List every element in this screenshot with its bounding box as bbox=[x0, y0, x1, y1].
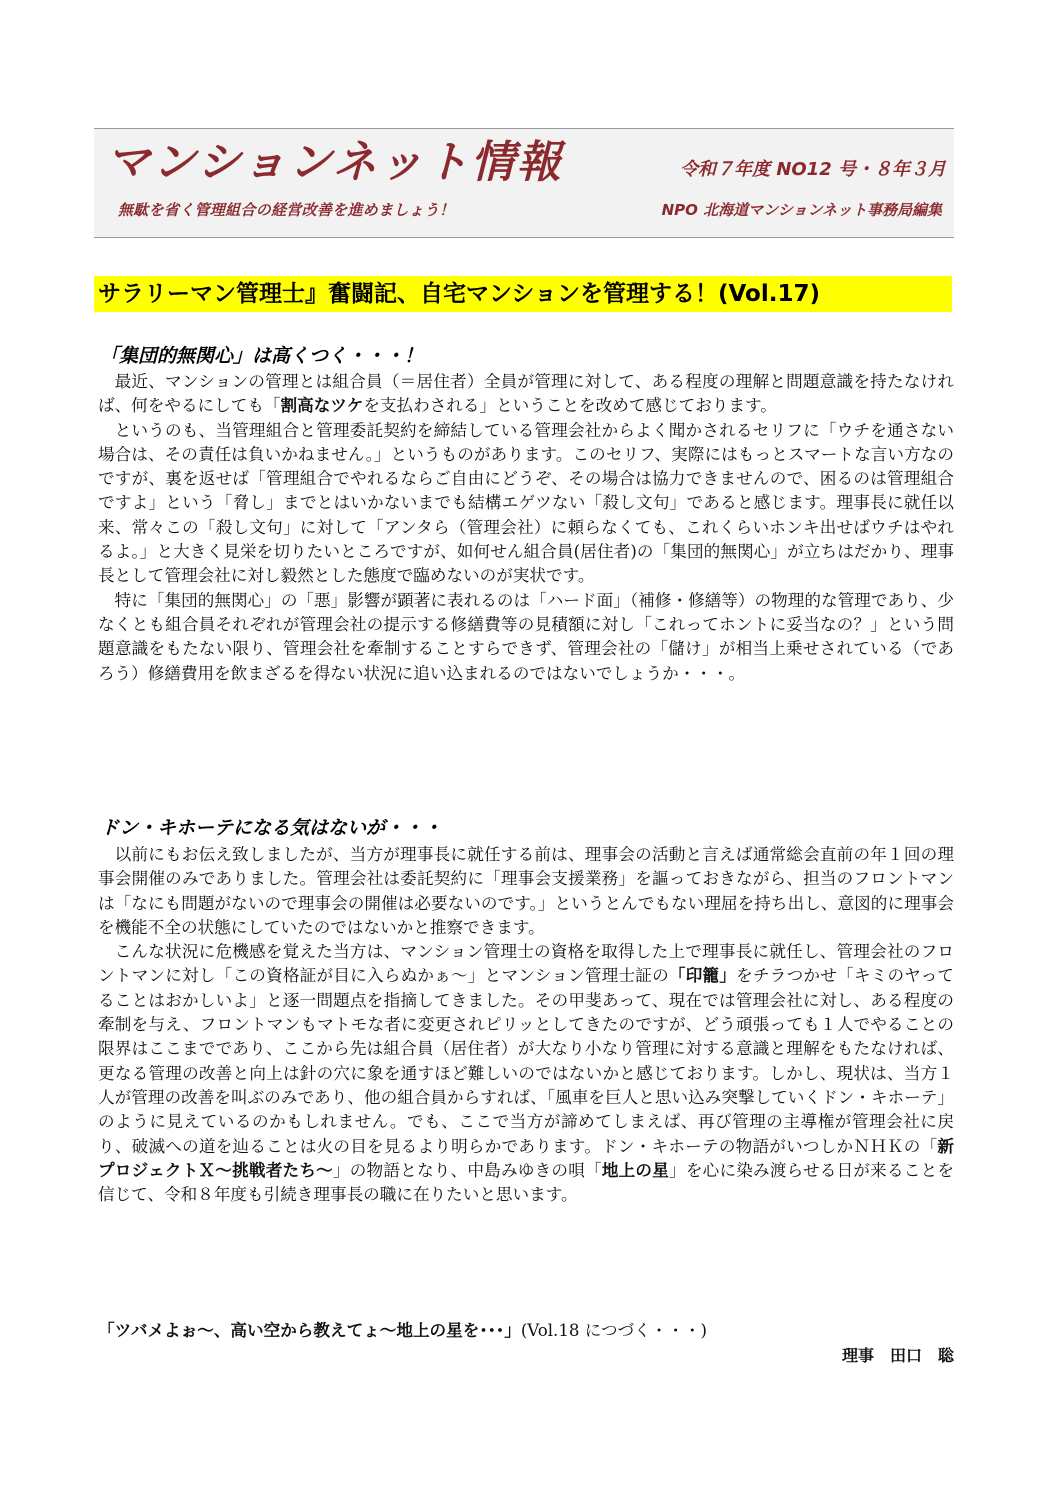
section-2-body bbox=[98, 843, 954, 1207]
emphasis: 「印籠」 bbox=[668, 966, 737, 986]
paragraph: 以前にもお伝え致しましたが、当方が理事長に就任する前は、理事会の活動と言えば通常総会直前の年１回の理事会開催のみでありました。管理会社は委託契約に「理事会支援業務」を謳っておきながら、担当のフロントマンは「なにも問題がないので理事会の開催は必要ないのです。」というとんでもない理屈を持ち出し、意図的に理事会を機能不全の状態にしていたのではないかと推察できます。 bbox=[98, 845, 954, 937]
closing-quote: 「ツバメよぉ～、高い空から教えてょ～地上の星を･･･」 bbox=[98, 1320, 521, 1340]
text-run: 」の物語となり、中島みゆきの唄「 bbox=[332, 1160, 602, 1180]
section-1-body bbox=[98, 370, 954, 686]
continued-note: (Vol.18 につづく・・・) bbox=[520, 1321, 708, 1340]
emphasis: 新プロジェクトＸ～挑戦者たち～ bbox=[98, 1136, 954, 1180]
article-title: サラリーマン管理士』奮闘記、自宅マンションを管理する！(Vol.17) bbox=[94, 276, 952, 312]
text-run: こんな状況に危機感を覚えた当方は、マンション管理士の資格を取得した上で理事長に就任し、管理会社のフロントマンに対し「この資格証が目に入らぬかぁ～」とマンション管理士証の bbox=[98, 942, 954, 986]
text-run: をチラつかせ「キミのヤってることはおかしいよ」と逐一問題点を指摘してきました。その甲斐あって、現在では管理会社に対し、ある程度の牽制を与え、フロントマンもマトモな者に変更されピリッとしてきたのですが、どう頑張っても１人でやることの限界はここまでであり、ここから先は組合員（居住者）が大なり小なり管理に対する意識と理解をもたなければ、更なる管理の改善と向上は針の穴に象を通すほど難しいのではないかと感じております。しかし、現状は、当方１人が管理の改善を叫ぶのみであり、他の組合員からすれば、「風車を巨人と思い込み突撃していくドン・キホーテ」のように見えているのかもしれません。でも、ここで当方が諦めてしまえば、再び管理の主導権が管理会社に戻り、破滅への道を辿ることは火の目を見るより明らかであります。ドン・キホーテの物語がいつしかＮＨＫの「 bbox=[98, 966, 954, 1156]
section-heading-1: 「集団的無関心」は高くつく・・・！ bbox=[100, 345, 424, 367]
text-run: 最近、マンションの管理とは組合員（＝居住者）全員が管理に対して、ある程度の理解と問題意識を持たなければ、何をやるにしても「 bbox=[98, 372, 954, 416]
text-run: 」を心に染み渡らせる日が来ることを信じて、令和８年度も引続き理事長の職に在りたいと思います。 bbox=[98, 1160, 954, 1205]
section-heading-2: ドン・キホーテになる気はないが・・・ bbox=[100, 817, 443, 839]
newsletter-slogan: 無駄を省く管理組合の経営改善を進めましょう！ bbox=[118, 201, 455, 219]
newsletter-title: マンションネット情報 bbox=[106, 137, 563, 188]
emphasis: 地上の星 bbox=[601, 1160, 670, 1180]
text-run: を支払わされる」ということを改めて感じております。 bbox=[363, 396, 777, 416]
publisher: NPO 北海道マンションネット事務局編集 bbox=[661, 201, 942, 219]
paragraph bbox=[98, 370, 954, 419]
author-signature: 理事 田口 聡 bbox=[841, 1346, 954, 1365]
paragraph: というのも、当管理組合と管理委託契約を締結している管理会社からよく聞かされるセリフに「ウチを通さない場合は、その責任は負いかねません。」というものがあります。このセリフ、実際にはもっとスマートな言い方なのですが、裏を返せば「管理組合でやれるならご自由にどうぞ、その場合は協力できませんので、困るのは管理組合ですよ」という「脅し」までとはいかないまでも結構エゲツない「殺し文句」であると感じます。理事長に就任以来、常々この「殺し文句」に対して「アンタら（管理会社）に頼らなくても、これくらいホンキ出せばウチはやれるよ。」と大きく見栄を切りたいところですが、如何せん組合員(居住者)の「集団的無関心」が立ちはだかり、理事長として管理会社に対し毅然とした態度で臨めないのが実状です。 bbox=[98, 420, 954, 586]
paragraph: 特に「集団的無関心」の「悪」影響が顕著に表れるのは「ハード面」（補修・修繕等）の物理的な管理であり、少なくとも組合員それぞれが管理会社の提示する修繕費等の見積額に対し「これってホントに妥当なの？」という問題意識をもたない限り、管理会社を牽制することすらできず、管理会社の「儲け」が相当上乗せされている（であろう）修繕費用を飲まざるを得ない状況に追い込まれるのではないでしょうか・・・。 bbox=[98, 590, 954, 683]
emphasis: 割高なツケ bbox=[280, 396, 364, 416]
issue-number: 令和７年度 NO12 号・８年３月 bbox=[680, 159, 946, 180]
paragraph bbox=[98, 940, 954, 1207]
closing-line bbox=[98, 1318, 954, 1343]
masthead bbox=[94, 128, 954, 238]
